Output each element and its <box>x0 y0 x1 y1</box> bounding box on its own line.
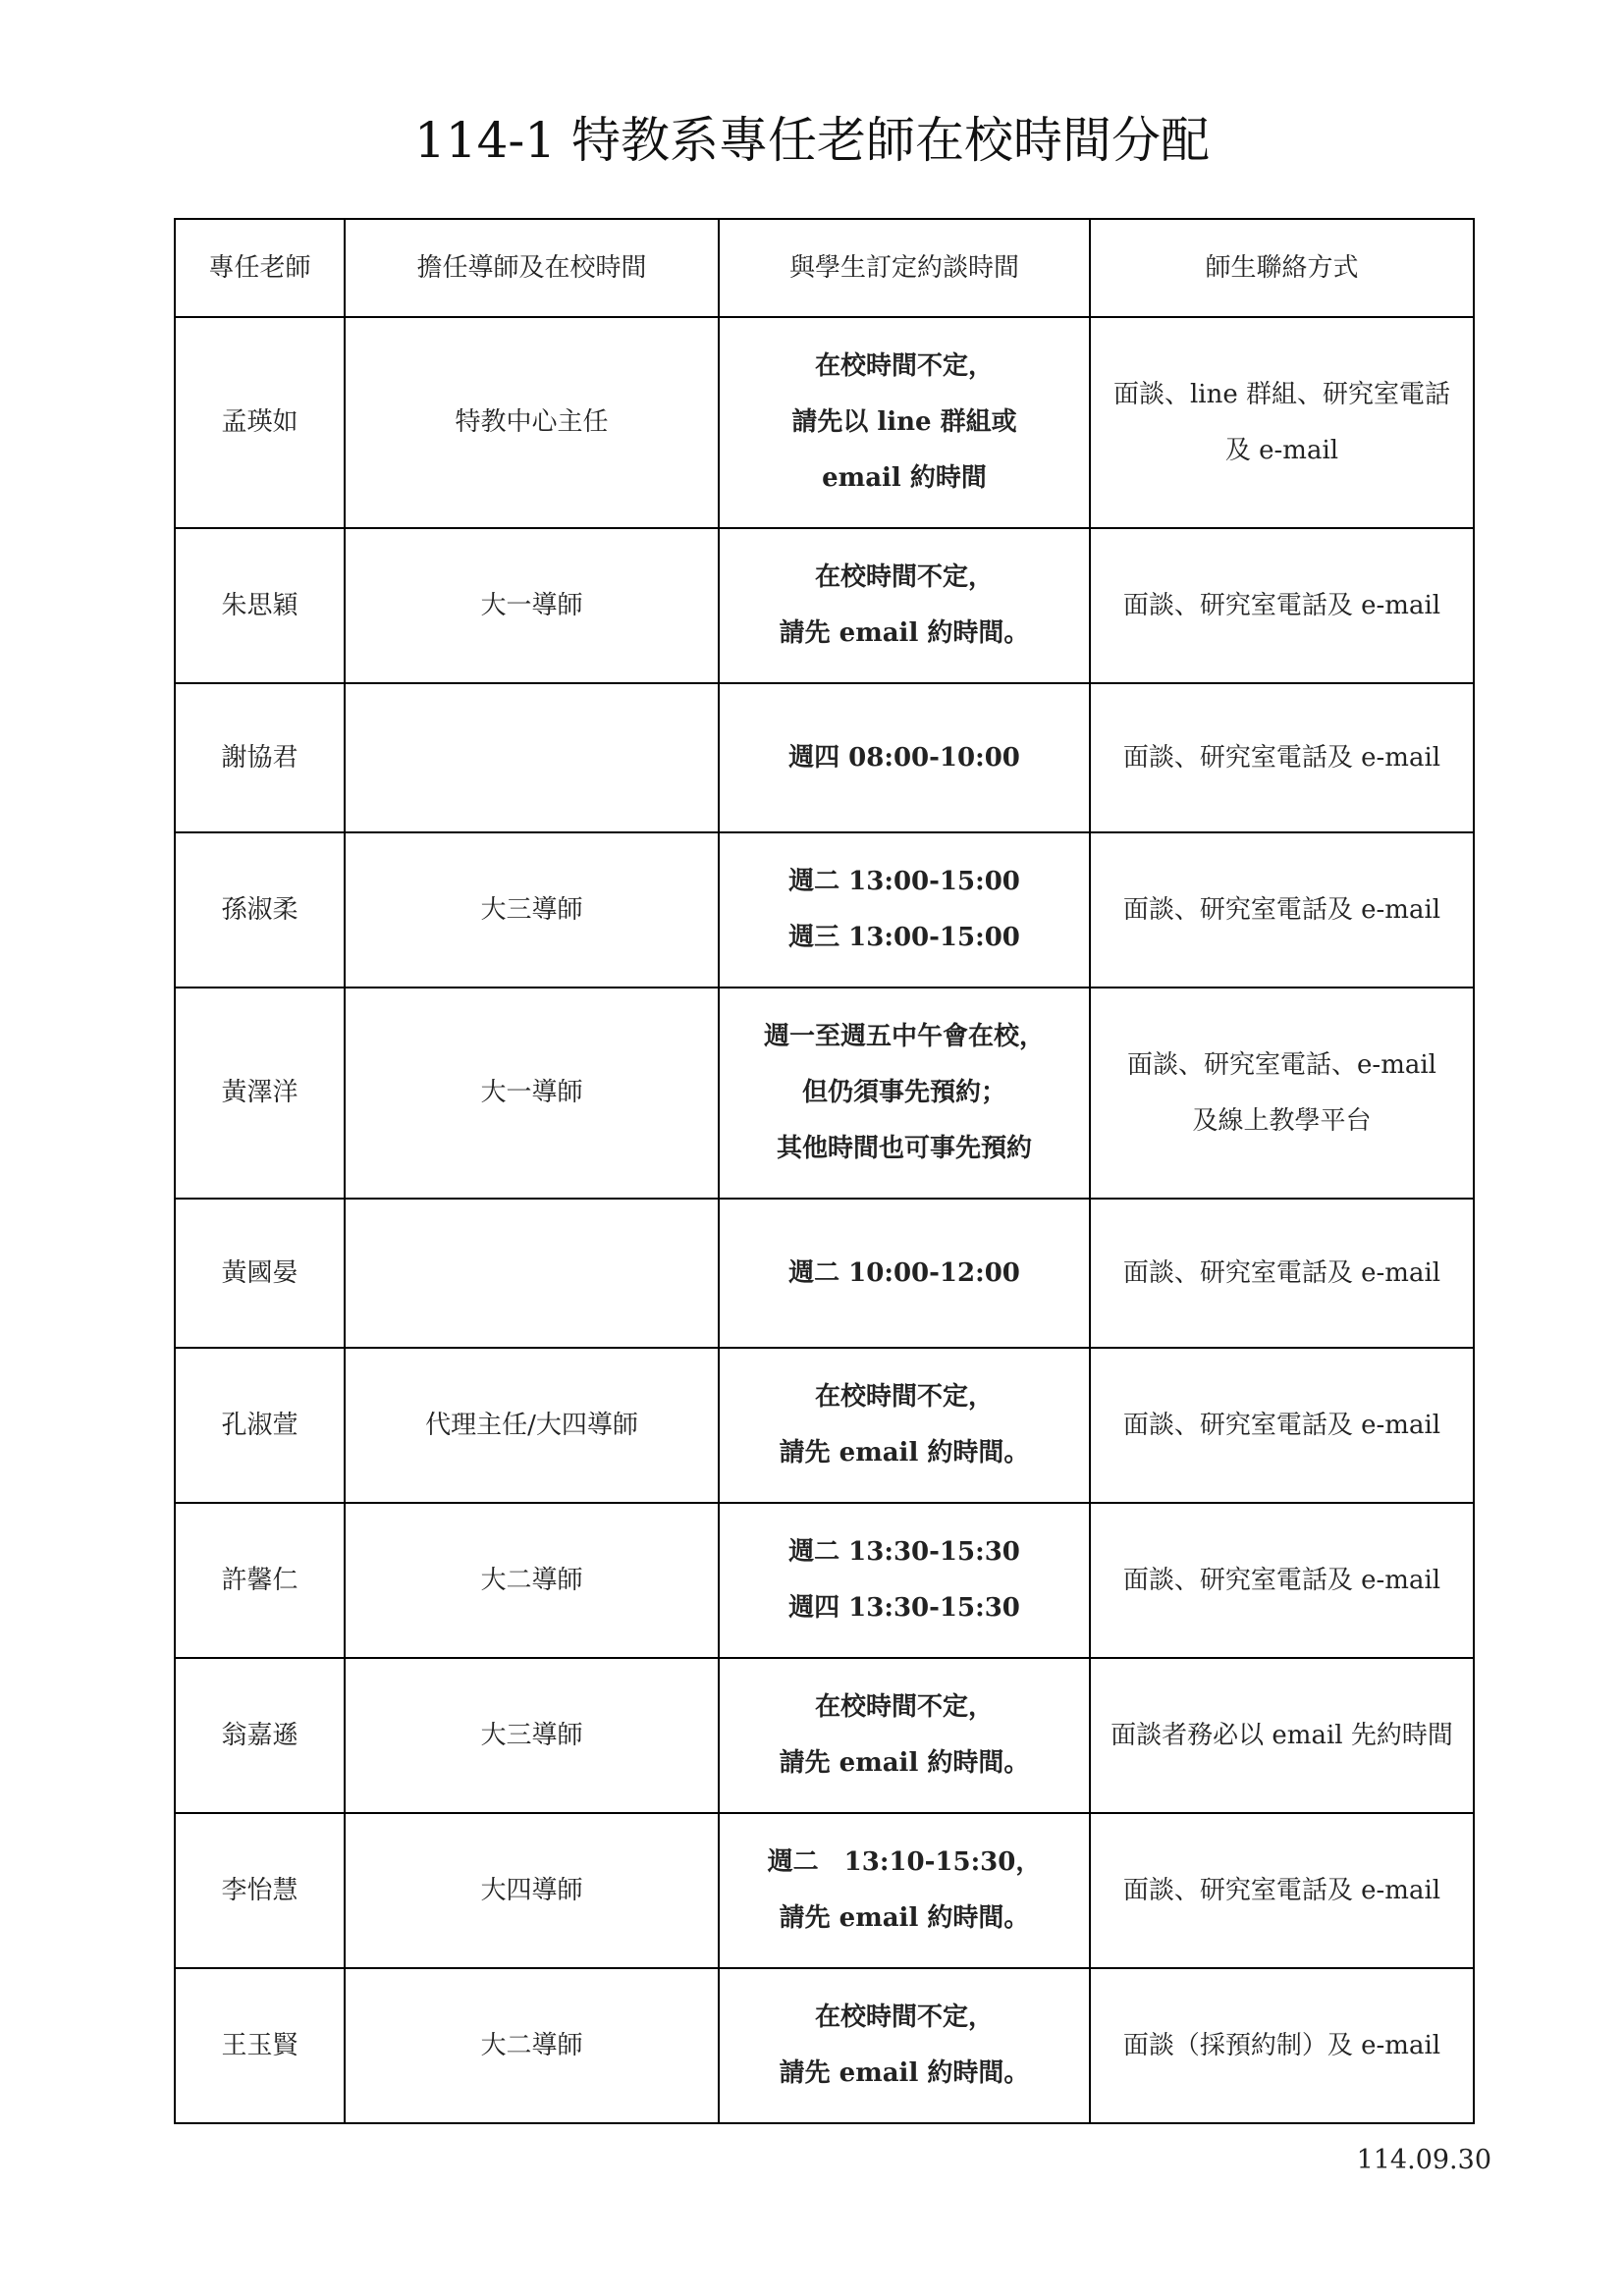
appointment-time <box>719 1199 1090 1348</box>
appointment-line: 在校時間不定， <box>814 562 994 592</box>
teacher-name: 謝協君 <box>175 683 345 832</box>
table-row <box>175 1813 1474 1968</box>
teacher-role: 大三導師 <box>345 832 719 988</box>
teacher-name: 李怡慧 <box>175 1813 345 1968</box>
teacher-name: 朱思穎 <box>175 528 345 683</box>
teacher-name: 翁嘉遜 <box>175 1658 345 1813</box>
table-row <box>175 1658 1474 1813</box>
appointment-line: 但仍須事先預約； <box>801 1078 1006 1107</box>
contact-line: 面談、研究室電話及 e-mail <box>1122 894 1441 925</box>
appointment-time <box>719 1348 1090 1503</box>
contact-method <box>1090 1348 1474 1503</box>
teacher-name: 黃澤洋 <box>175 988 345 1199</box>
appointment-time <box>719 1503 1090 1658</box>
appointment-time <box>719 528 1090 683</box>
teacher-name: 孔淑萱 <box>175 1348 345 1503</box>
appointment-time <box>719 832 1090 988</box>
header-contact: 師生聯絡方式 <box>1090 219 1474 317</box>
teacher-role: 大二導師 <box>345 1968 719 2123</box>
contact-line: 面談、研究室電話及 e-mail <box>1122 1410 1441 1440</box>
appointment-time <box>719 1658 1090 1813</box>
teacher-name: 孟瑛如 <box>175 317 345 528</box>
teacher-name: 王玉賢 <box>175 1968 345 2123</box>
table-row <box>175 988 1474 1199</box>
contact-method <box>1090 1968 1474 2123</box>
appointment-line: 其他時間也可事先預約 <box>776 1134 1032 1163</box>
contact-line: 面談（採預約制）及 e-mail <box>1122 2030 1441 2060</box>
contact-method <box>1090 1813 1474 1968</box>
appointment-line: 週三 13:00-15:00 <box>788 923 1020 952</box>
appointment-line: 在校時間不定， <box>814 351 994 381</box>
appointment-line: 在校時間不定， <box>814 2002 994 2032</box>
appointment-time <box>719 988 1090 1199</box>
teacher-role: 特教中心主任 <box>345 317 719 528</box>
table-row <box>175 1503 1474 1658</box>
appointment-line: 請先以 line 群組或 <box>791 407 1017 437</box>
appointment-line: 週四 08:00-10:00 <box>788 742 1020 773</box>
appointment-line: 週二 13:00-15:00 <box>788 867 1020 896</box>
appointment-line: 週一至週五中午會在校， <box>763 1022 1045 1051</box>
contact-method <box>1090 683 1474 832</box>
contact-method <box>1090 832 1474 988</box>
schedule-table <box>174 218 1475 2124</box>
header-teacher: 專任老師 <box>175 219 345 317</box>
appointment-line: 請先 email 約時間。 <box>779 1903 1030 1933</box>
table-row <box>175 832 1474 988</box>
contact-line: 面談、研究室電話及 e-mail <box>1122 1565 1441 1595</box>
teacher-role: 大一導師 <box>345 528 719 683</box>
appointment-line: 週四 13:30-15:30 <box>788 1593 1020 1623</box>
contact-line: 面談、研究室電話及 e-mail <box>1122 1257 1441 1288</box>
contact-line: 面談、研究室電話、e-mail <box>1127 1049 1436 1080</box>
appointment-line: 請先 email 約時間。 <box>779 618 1030 648</box>
contact-line: 面談、研究室電話及 e-mail <box>1122 742 1441 773</box>
contact-line: 面談、研究室電話及 e-mail <box>1122 1875 1441 1905</box>
teacher-role <box>345 683 719 832</box>
teacher-role: 代理主任/大四導師 <box>345 1348 719 1503</box>
contact-line: 面談者務必以 email 先約時間 <box>1110 1720 1453 1750</box>
appointment-time <box>719 683 1090 832</box>
contact-line: 面談、研究室電話及 e-mail <box>1122 590 1441 620</box>
appointment-time <box>719 317 1090 528</box>
table-row <box>175 1348 1474 1503</box>
contact-method <box>1090 1199 1474 1348</box>
contact-method <box>1090 1658 1474 1813</box>
teacher-role: 大二導師 <box>345 1503 719 1658</box>
teacher-role: 大三導師 <box>345 1658 719 1813</box>
teacher-role: 大四導師 <box>345 1813 719 1968</box>
header-appointment: 與學生訂定約談時間 <box>719 219 1090 317</box>
table-row <box>175 528 1474 683</box>
appointment-line: 在校時間不定， <box>814 1382 994 1412</box>
contact-method <box>1090 988 1474 1199</box>
teacher-name: 黃國晏 <box>175 1199 345 1348</box>
document-date: 114.09.30 <box>1356 2145 1491 2175</box>
teacher-role: 大一導師 <box>345 988 719 1199</box>
contact-method <box>1090 528 1474 683</box>
appointment-line: 請先 email 約時間。 <box>779 2058 1030 2088</box>
table-header-row <box>175 219 1474 317</box>
teacher-name: 許馨仁 <box>175 1503 345 1658</box>
table-row <box>175 1968 1474 2123</box>
appointment-line: 在校時間不定， <box>814 1692 994 1722</box>
appointment-line: 週二 13:10-15:30， <box>767 1847 1042 1877</box>
contact-line: 及 e-mail <box>1224 435 1339 465</box>
table-row <box>175 1199 1474 1348</box>
teacher-role <box>345 1199 719 1348</box>
page-title: 114-1 特教系專任老師在校時間分配 <box>413 112 1211 169</box>
appointment-line: 週二 13:30-15:30 <box>788 1537 1020 1567</box>
appointment-line: 週二 10:00-12:00 <box>788 1257 1020 1288</box>
table-row <box>175 683 1474 832</box>
appointment-line: 請先 email 約時間。 <box>779 1438 1030 1468</box>
header-role: 擔任導師及在校時間 <box>345 219 719 317</box>
teacher-name: 孫淑柔 <box>175 832 345 988</box>
appointment-line: 請先 email 約時間。 <box>779 1748 1030 1778</box>
contact-line: 及線上教學平台 <box>1192 1105 1372 1136</box>
contact-line: 面談、line 群組、研究室電話 <box>1112 379 1451 409</box>
table-row <box>175 317 1474 528</box>
appointment-time <box>719 1813 1090 1968</box>
appointment-time <box>719 1968 1090 2123</box>
contact-method <box>1090 317 1474 528</box>
contact-method <box>1090 1503 1474 1658</box>
appointment-line: email 約時間 <box>822 463 987 493</box>
